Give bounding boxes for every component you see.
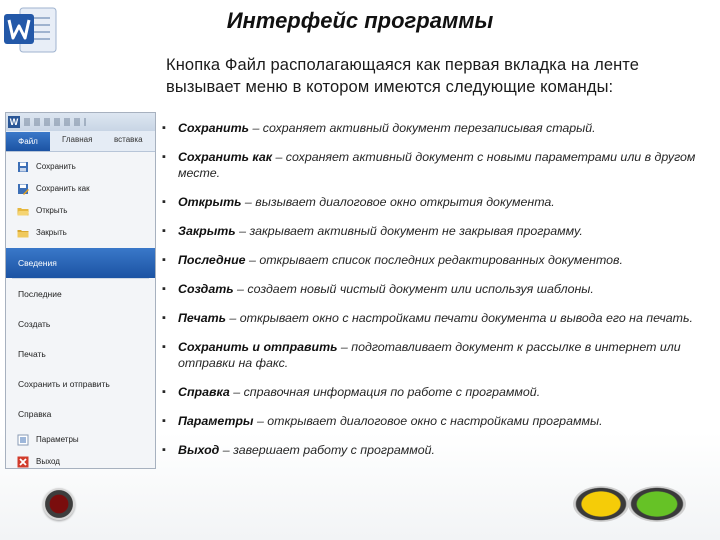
options-icon [17,434,29,446]
command-desc: – подготавливает документ к рассылке в интернет или отправки на факс. [178,340,681,370]
command-desc: – справочная информация по работе с программой. [229,385,541,399]
command-desc: – создает новый чистый документ или используя шаблоны. [233,282,594,296]
window-titlebar [6,113,155,131]
menu-item-close[interactable] [6,222,155,244]
exit-icon [17,456,29,468]
ribbon-tabs [6,131,155,152]
menu-item-label: Открыть [36,206,68,215]
list-item: ▪ Выход – завершает работу с программой. [162,443,435,457]
tab-insert[interactable]: вставка [114,135,143,144]
tab-file[interactable]: Файл [6,132,50,151]
command-desc: – сохраняет активный документ с новыми параметрами или в другом месте. [178,150,696,180]
forward-nav-button[interactable] [628,486,686,522]
menu-item-print[interactable]: Печать [18,349,46,359]
command-name: Справка [178,385,230,399]
menu-item-label: Закрыть [36,228,67,237]
command-name: Параметры [178,414,254,428]
quick-access-toolbar [24,118,86,126]
menu-item-exit[interactable] [6,451,155,469]
save-as-icon [17,183,29,195]
command-name: Выход [178,443,220,457]
back-nav-button[interactable] [43,488,75,520]
menu-item-save[interactable] [6,156,155,178]
command-name: Сохранить [178,121,249,135]
command-desc: – вызывает диалоговое окно открытия документа. [241,195,555,209]
command-name: Сохранить и отправить [178,340,338,354]
menu-item-label: Сохранить как [36,184,90,193]
command-name: Создать [178,282,234,296]
menu-item-label: Сохранить [36,162,76,171]
command-desc: – открывает диалоговое окно с настройками программы. [253,414,603,428]
command-list [162,120,718,458]
tab-home[interactable]: Главная [62,135,93,144]
menu-item-save-as[interactable] [6,178,155,200]
list-item: ▪ Открыть – вызывает диалоговое окно открытия документа. [162,195,555,209]
slide-title: Интерфейс программы [226,8,494,33]
command-name: Сохранить как [178,150,273,164]
folder-close-icon [17,227,29,239]
menu-item-help[interactable]: Справка [18,409,52,419]
list-item: ▪ Создать – создает новый чистый документ или используя шаблоны. [162,282,594,296]
file-menu-screenshot [5,112,156,469]
command-desc: – сохраняет активный документ перезаписывая старый. [249,121,596,135]
list-item: ▪ Печать – открывает окно с настройками печати документа и вывода его на печать. [162,311,693,325]
command-desc: – завершает работу с программой. [219,443,435,457]
menu-item-new[interactable]: Создать [18,319,51,329]
command-desc: – открывает список последних редактированных документов. [245,253,623,267]
menu-item-label: Выход [36,457,60,466]
list-item: ▪ Справка – справочная информация по работе с программой. [162,385,541,399]
menu-item-info[interactable]: Сведения [6,248,155,278]
command-name: Печать [178,311,226,325]
command-desc: – открывает окно с настройками печати документа и вывода его на печать. [225,311,693,325]
list-item: ▪ Сохранить как – сохраняет активный документ с новыми параметрами или в другом месте. [162,150,696,180]
word-app-icon: W [9,117,19,127]
folder-open-icon [17,205,29,217]
menu-item-options[interactable] [6,429,155,451]
pause-nav-button[interactable] [573,486,629,522]
menu-item-recent[interactable]: Последние [18,289,62,299]
menu-item-label: Параметры [36,435,79,444]
list-item: ▪ Сохранить и отправить – подготавливает документ к рассылке в интернет или отправки на факс. [162,340,681,370]
command-name: Закрыть [178,224,236,238]
file-menu [6,152,155,469]
command-desc: – закрывает активный документ не закрывая программу. [235,224,583,238]
command-name: Последние [178,253,246,267]
command-name: Открыть [178,195,242,209]
list-item: ▪ Закрыть – закрывает активный документ не закрывая программу. [162,224,583,238]
save-icon [17,161,29,173]
intro-text: Кнопка Файл располагающаяся как первая вкладка на ленте вызывает меню в котором имеются следующие команды: [166,56,640,96]
menu-item-open[interactable] [6,200,155,222]
list-item: ▪ Сохранить – сохраняет активный документ перезаписывая старый. [162,121,596,135]
list-item: ▪ Параметры – открывает диалоговое окно с настройками программы. [162,414,603,428]
list-item: ▪ Последние – открывает список последних редактированных документов. [162,253,623,267]
menu-item-save-send[interactable]: Сохранить и отправить [18,379,110,389]
